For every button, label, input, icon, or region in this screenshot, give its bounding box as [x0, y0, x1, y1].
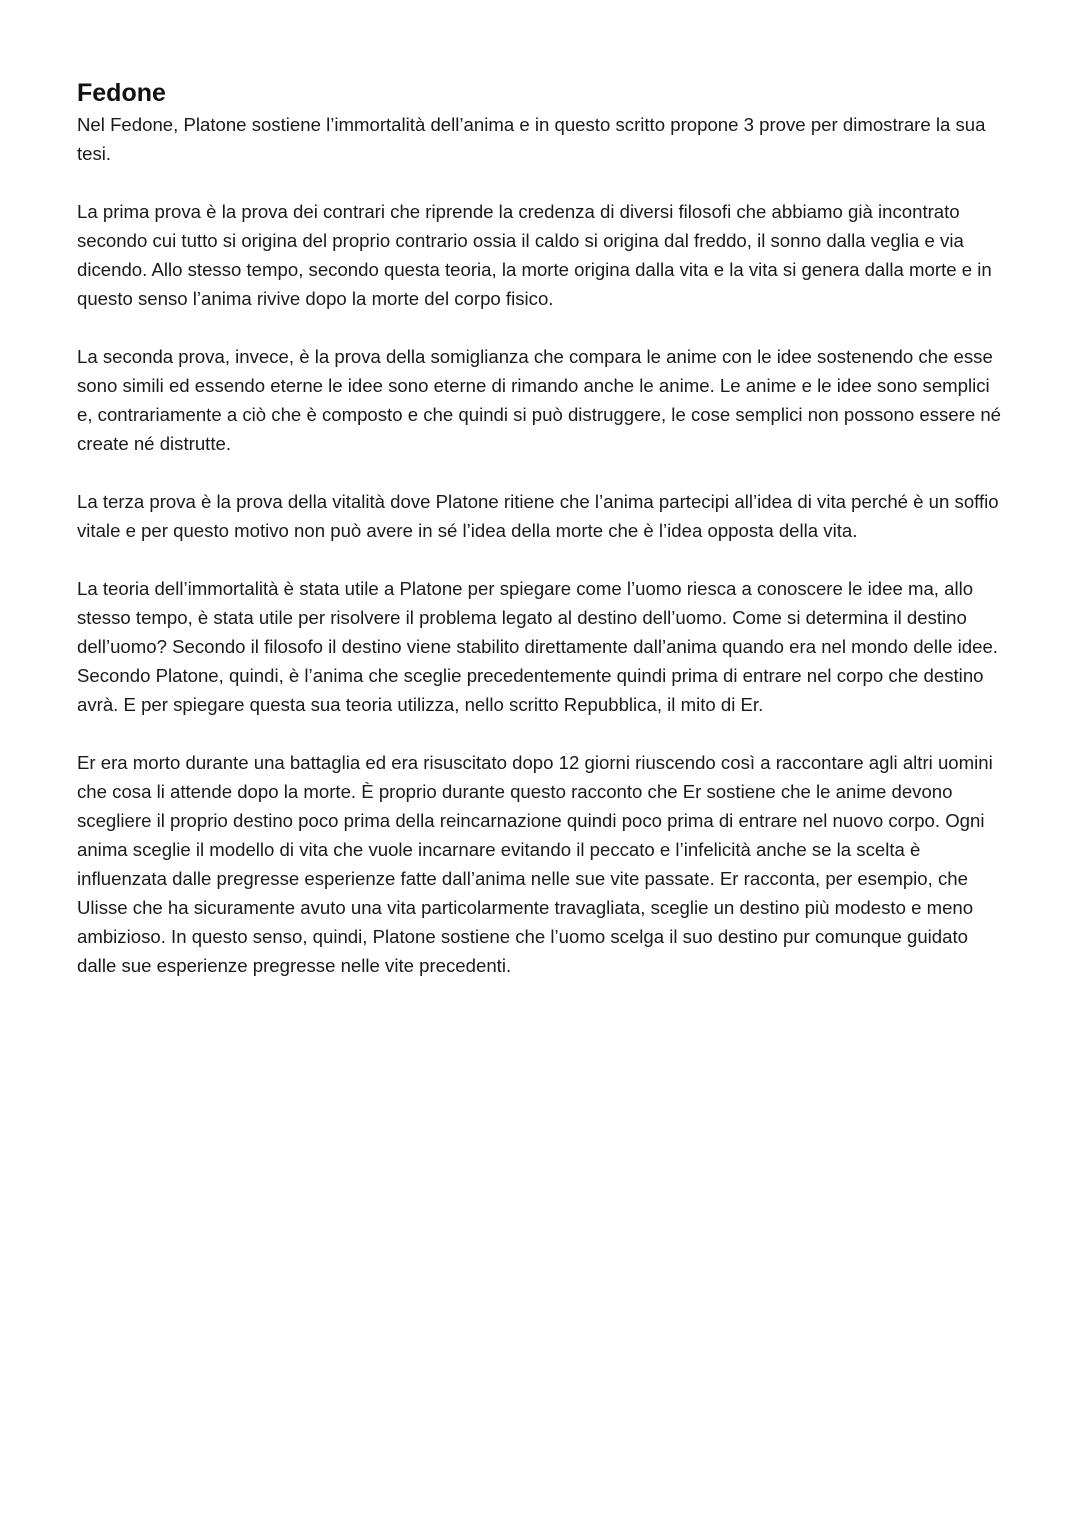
paragraph-intro: Nel Fedone, Platone sostiene l’immortalità dell’anima e in questo scritto propone 3 prove per dimostrare la sua tesi.: [77, 114, 986, 164]
paragraph-first-proof: La prima prova è la prova dei contrari che riprende la credenza di diversi filosofi che abbiamo già incontrato secondo cui tutto si origina del proprio contrario ossia il caldo si origina dal freddo, il sonno dalla veglia e via dicendo. Allo stesso tempo, secondo questa teoria, la morte origina dalla vita e la vita si genera dalla morte e in questo senso l’anima rivive dopo la morte del corpo fisico.: [77, 201, 992, 309]
paragraph-myth-of-er: Er era morto durante una battaglia ed era risuscitato dopo 12 giorni riuscendo così a raccontare agli altri uomini che cosa li attende dopo la morte. È proprio durante questo racconto che Er sostiene che le anime devono scegliere il proprio destino poco prima della reincarnazione quindi poco prima di entrare nel nuovo corpo. Ogni anima sceglie il modello di vita che vuole incarnare evitando il peccato e l’infelicità anche se la scelta è influenzata dalle pregresse esperienze fatte dall’anima nelle sue vite passate. Er racconta, per esempio, che Ulisse che ha sicuramente avuto una vita particolarmente travagliata, sceglie un destino più modesto e meno ambizioso. In questo senso, quindi, Platone sostiene che l’uomo scelga il suo destino pur comunque guidato dalle sue esperienze pregresse nelle vite precedenti.: [77, 752, 993, 976]
document-page: [77, 76, 1007, 1009]
paragraph-third-proof: La terza prova è la prova della vitalità dove Platone ritiene che l’anima partecipi all’idea di vita perché è un soffio vitale e per questo motivo non può avere in sé l’idea della morte che è l’idea opposta della vita.: [77, 491, 999, 541]
paragraph-immortality-theory: La teoria dell’immortalità è stata utile a Platone per spiegare come l’uomo riesca a conoscere le idee ma, allo stesso tempo, è stata utile per risolvere il problema legato al destino dell’uomo. Come si determina il destino dell’uomo? Secondo il filosofo il destino viene stabilito direttamente dall’anima quando era nel mondo delle idee. Secondo Platone, quindi, è l’anima che sceglie precedentemente quindi prima di entrare nel corpo che destino avrà. E per spiegare questa sua teoria utilizza, nello scritto Repubblica, il mito di Er.: [77, 578, 998, 715]
paragraph-second-proof: La seconda prova, invece, è la prova della somiglianza che compara le anime con le idee sostenendo che esse sono simili ed essendo eterne le idee sono eterne di rimando anche le anime. Le anime e le idee sono semplici e, contrariamente a ciò che è composto e che quindi si può distruggere, le cose semplici non possono essere né create né distrutte.: [77, 346, 1002, 454]
document-title: Fedone: [77, 79, 166, 107]
